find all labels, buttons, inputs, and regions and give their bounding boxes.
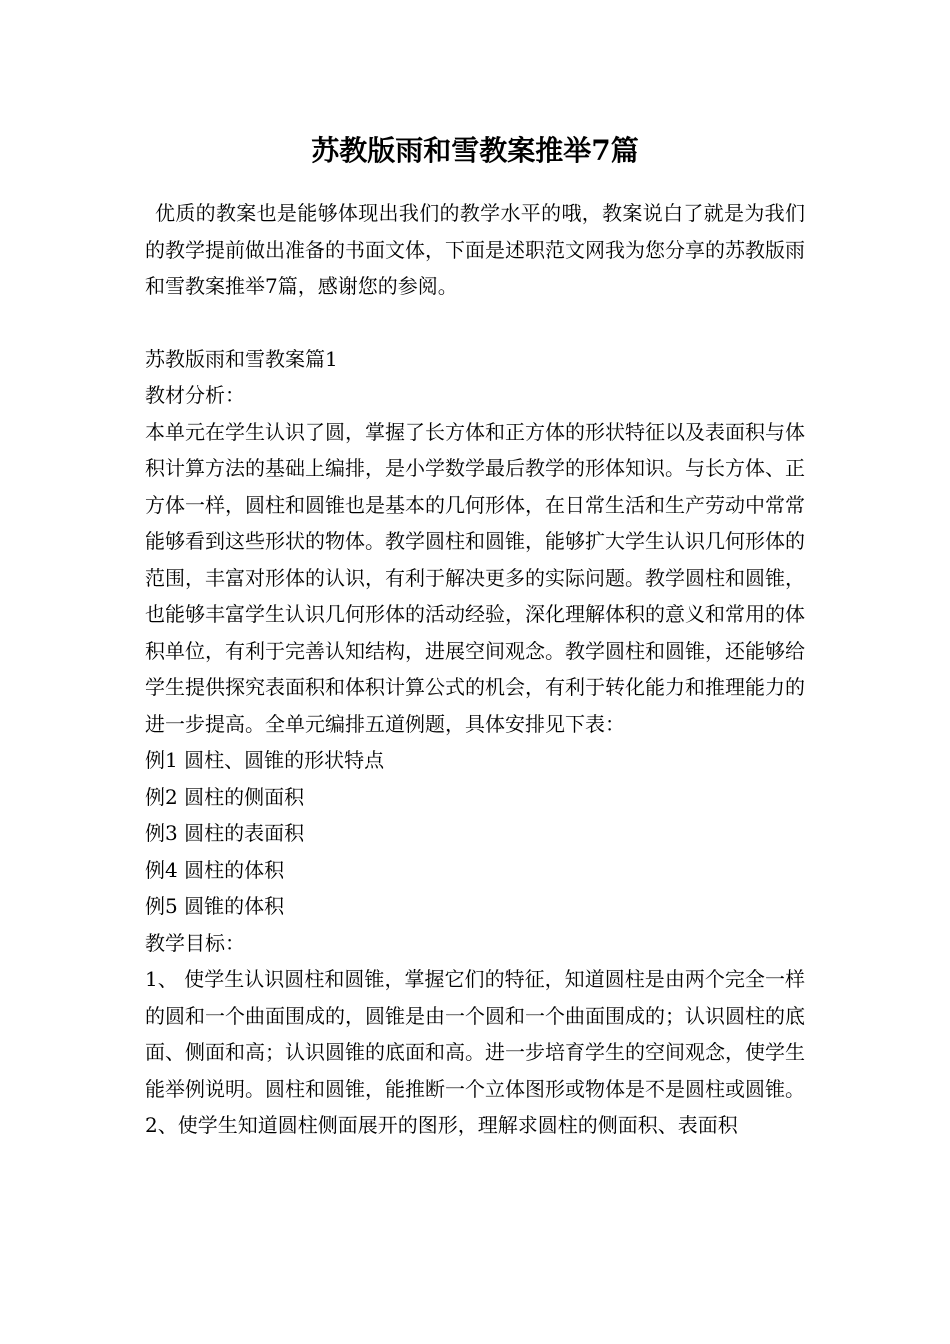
- material-label: 教材分析：: [145, 383, 245, 407]
- material-paragraph: 本单元在学生认识了圆，掌握了长方体和正方体的形状特征以及表面积与体积计算方法的基础上编排，是小学数学最后教学的形体知识。与长方体、正方体一样，圆柱和圆锥也是基本的几何形体，在日常生活和生产劳动中常常能够看到这些形状的物体。教学圆柱和圆锥，能够扩大学生认识几何形体的范围，丰富对形体的认识，有利于解决更多的实际问题。教学圆柱和圆锥，也能够丰富学生认识几何形体的活动经验，深化理解体积的意义和常用的体积单位，有利于完善认知结构，进展空间观念。教学圆柱和圆锥，还能够给学生提供探究表面积和体积计算公式的机会，有利于转化能力和推理能力的进一步提高。全单元编排五道例题，具体安排见下表：: [145, 419, 805, 736]
- document-body: [145, 195, 805, 1144]
- example-line-1: 例1 圆柱、圆锥的形状特点: [145, 748, 385, 772]
- document-title: 苏教版雨和雪教案推举7篇: [311, 134, 639, 167]
- intro-paragraph: 优质的教案也是能够体现出我们的教学水平的哦，教案说白了就是为我们的教学提前做出准备的书面文体，下面是述职范文网我为您分享的苏教版雨和雪教案推举7篇，感谢您的参阅。: [145, 201, 805, 298]
- example-line-3: 例3 圆柱的表面积: [145, 821, 305, 845]
- paragraph-spacer: [145, 305, 805, 341]
- example-line-4: 例4 圆柱的体积: [145, 857, 285, 882]
- example-line-5: 例5 圆锥的体积: [145, 894, 285, 918]
- goal-item-1: 1、 使学生认识圆柱和圆锥，掌握它们的特征，知道圆柱是由两个完全一样的圆和一个曲面围成的，圆锥是由一个圆和一个曲面围成的；认识圆柱的底面、侧面和高；认识圆锥的底面和高。进一步培育学生的空间观念，使学生能举例说明。圆柱和圆锥，能推断一个立体图形或物体是不是圆柱或圆锥。: [145, 967, 805, 1101]
- section-heading: 苏教版雨和雪教案篇1: [145, 346, 338, 371]
- example-line-2: 例2 圆柱的侧面积: [145, 784, 305, 809]
- goal-item-2: 2、使学生知道圆柱侧面展开的图形，理解求圆柱的侧面积、表面积: [145, 1113, 738, 1137]
- goals-label: 教学目标：: [145, 930, 245, 955]
